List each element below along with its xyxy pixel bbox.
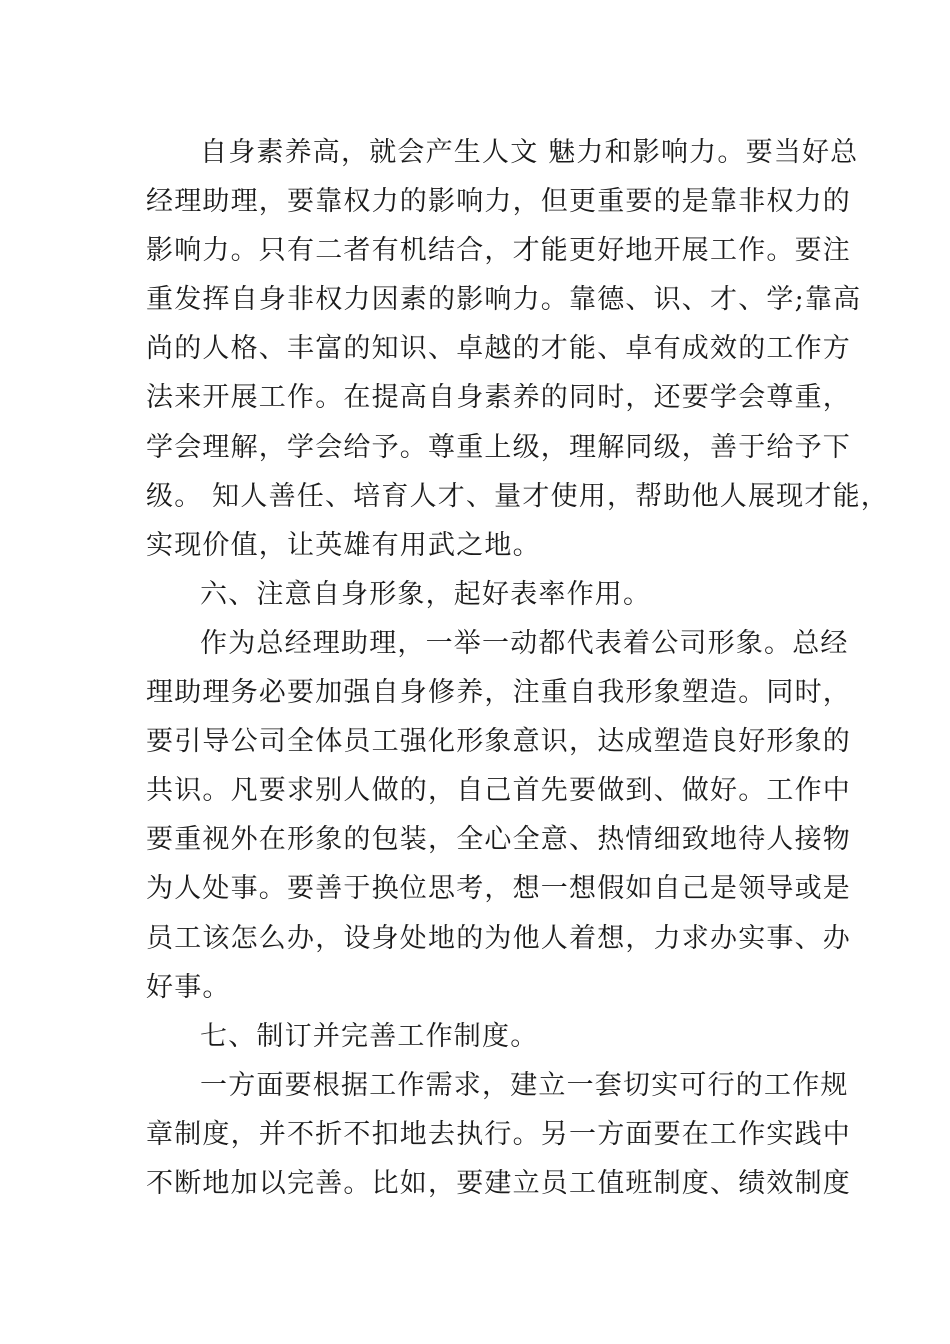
paragraph-line: 法来开展工作。在提高自身素养的同时，还要学会尊重， — [146, 382, 851, 414]
paragraph-line: 重发挥自身非权力因素的影响力。靠德、识、才、学;靠高 — [146, 284, 862, 316]
paragraph-line: 实现价值，让英雄有用武之地。 — [146, 529, 541, 561]
section-heading: 七、制订并完善工作制度。 — [200, 1020, 539, 1052]
paragraph-line: 自身素养高，就会产生人文 魅力和影响力。要当好总 — [200, 137, 859, 168]
paragraph-line: 级。 知人善任、培育人才、量才使用，帮助他人展现才能， — [146, 480, 889, 512]
paragraph-line: 员工该怎么办，设身处地的为他人着想，力求办实事、办 — [146, 922, 851, 954]
paragraph-line: 为人处事。要善于换位思考，想一想假如自己是领导或是 — [146, 873, 851, 905]
paragraph-line: 尚的人格、丰富的知识、卓越的才能、卓有成效的工作方 — [146, 333, 851, 365]
paragraph-line: 影响力。只有二者有机结合，才能更好地开展工作。要注 — [146, 235, 851, 267]
paragraph-line: 好事。 — [146, 971, 231, 1003]
paragraph-line: 学会理解，学会给予。尊重上级，理解同级，善于给予下 — [146, 431, 851, 463]
paragraph-line: 章制度，并不折不扣地去执行。另一方面要在工作实践中 — [146, 1118, 851, 1150]
paragraph-line: 要重视外在形象的包装，全心全意、热情细致地待人接物 — [146, 824, 851, 856]
section-heading: 六、注意自身形象，起好表率作用。 — [200, 578, 652, 610]
paragraph-line: 不断地加以完善。比如，要建立员工值班制度、绩效制度 — [146, 1167, 851, 1199]
paragraph-line: 理助理务必要加强自身修养，注重自我形象塑造。同时， — [146, 677, 851, 709]
paragraph-line: 一方面要根据工作需求，建立一套切实可行的工作规 — [200, 1069, 849, 1101]
paragraph-line: 共识。凡要求别人做的，自己首先要做到、做好。工作中 — [146, 775, 851, 807]
document-body — [146, 128, 889, 1208]
paragraph-line: 经理助理，要靠权力的影响力，但更重要的是靠非权力的 — [146, 186, 851, 218]
paragraph-line: 要引导公司全体员工强化形象意识，达成塑造良好形象的 — [146, 726, 851, 758]
paragraph-line: 作为总经理助理，一举一动都代表着公司形象。总经 — [200, 627, 849, 659]
